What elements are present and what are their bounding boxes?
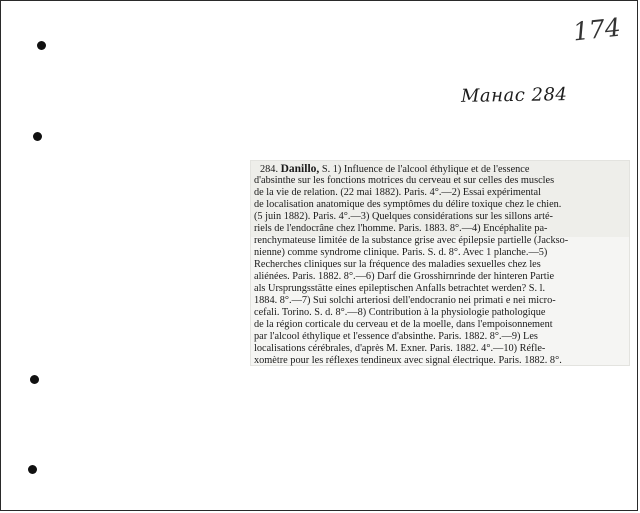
entry-line: par l'alcool éthylique et l'essence d'absinthe. Paris. 1882. 8°.—9) Les bbox=[254, 331, 538, 342]
entry-line: localisations cérébrales, d'après M. Exner. Paris. 1882. 4°.—10) Réfle- bbox=[254, 343, 546, 354]
entry-line: de localisation anatomique des symptômes du délire toxique chez le chien. bbox=[254, 199, 562, 210]
entry-author: Danillo, bbox=[280, 163, 320, 175]
entry-line: cefali. Torino. S. d. 8°.—8) Contribution à la physiologie pathologique bbox=[254, 307, 546, 318]
entry-line: de la région corticale du cerveau et de la moelle, dans l'empoisonnement bbox=[254, 319, 553, 330]
entry-line: Recherches cliniques sur la fréquence des maladies sexuelles chez les bbox=[254, 259, 541, 270]
folio-number: 174 bbox=[571, 12, 623, 47]
entry-line: renchymateuse limitée de la substance grise avec épilepsie partielle (Jackso- bbox=[254, 235, 569, 246]
handwritten-reference: Манас 284 bbox=[460, 84, 568, 107]
punch-hole bbox=[28, 465, 37, 474]
entry-line: als Ursprungsstätte eines epileptischen Anfalls betrachtet werden? S. l. bbox=[254, 283, 546, 294]
entry-line: nienne) comme syndrome clinique. Paris. S. d. 8°. Avec 1 planche.—5) bbox=[254, 247, 548, 258]
bibliography-clipping bbox=[251, 161, 629, 365]
entry-line: aliénées. Paris. 1882. 8°.—6) Darf die Grosshirnrinde der hinteren Partie bbox=[254, 271, 555, 282]
entry-line: (5 juin 1882). Paris. 4°.—3) Quelques considérations sur les sillons arté- bbox=[254, 211, 553, 222]
entry-line: de la vie de relation. (22 mai 1882). Paris. 4°.—2) Essai expérimental bbox=[254, 187, 541, 198]
entry-line-text: S. 1) Influence de l'alcool éthylique et de l'essence bbox=[321, 164, 530, 175]
punch-hole bbox=[37, 41, 46, 50]
entry-line: xomètre pour les réflexes tendineux avec signal électrique. Paris. 1882. 8°. bbox=[254, 355, 562, 366]
entry-line: riels de l'endocrâne chez l'homme. Paris. 1883. 8°.—4) Encéphalite pa- bbox=[254, 223, 548, 234]
entry-line: 1884. 8°.—7) Sui solchi arteriosi dell'endocranio nei primati e nei micro- bbox=[254, 295, 556, 306]
entry-number: 284. bbox=[260, 164, 279, 175]
punch-hole bbox=[30, 375, 39, 384]
punch-hole bbox=[33, 132, 42, 141]
entry-line: d'absinthe sur les fonctions motrices du cerveau et sur celles des muscles bbox=[254, 175, 555, 186]
